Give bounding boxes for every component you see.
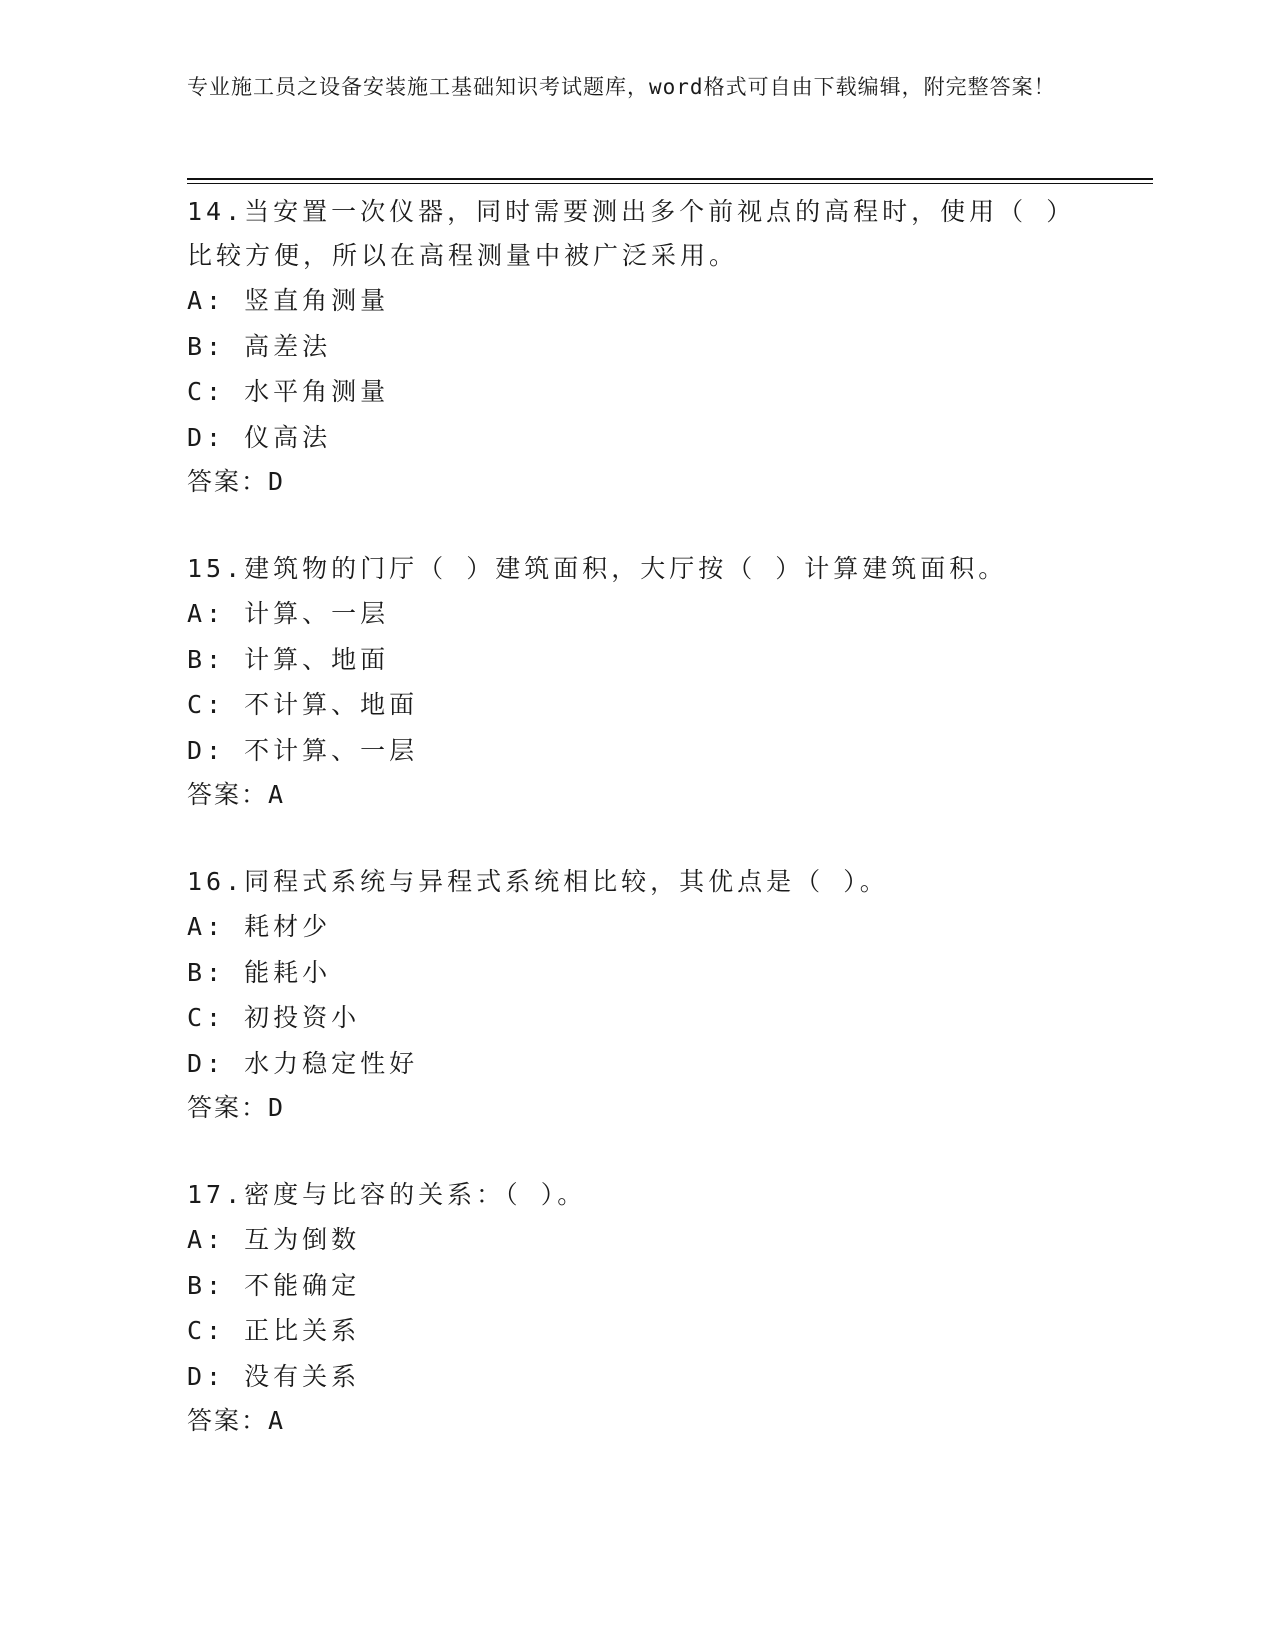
question-17 — [187, 1173, 1087, 1443]
question-list — [187, 190, 1087, 1443]
option-a: A: 计算、一层 — [187, 599, 390, 628]
option-d: D: 没有关系 — [187, 1361, 361, 1391]
option-b: B: 不能确定 — [187, 1270, 361, 1300]
question-15 — [187, 547, 1087, 817]
answer-line: 答案：D — [187, 1093, 286, 1122]
question-spacer — [187, 504, 1087, 547]
question-text: 17.密度与比容的关系：（ ）。 — [187, 1180, 587, 1209]
answer-line: 答案：D — [187, 467, 286, 496]
option-c: C: 水平角测量 — [187, 377, 390, 406]
option-d: D: 仪高法 — [187, 422, 332, 452]
option-b: B: 能耗小 — [187, 957, 332, 987]
document-header: 专业施工员之设备安装施工基础知识考试题库，word格式可自由下载编辑，附完整答案！ — [187, 75, 1056, 99]
option-c: C: 不计算、地面 — [187, 690, 419, 719]
question-text: 15.建筑物的门厅（ ）建筑面积，大厅按（ ）计算建筑面积。 — [187, 554, 1008, 583]
question-14 — [187, 190, 1087, 504]
question-text-line: 14.当安置一次仪器，同时需要测出多个前视点的高程时，使用（ ） — [187, 197, 1076, 226]
option-b: B: 计算、地面 — [187, 644, 390, 674]
question-16 — [187, 860, 1087, 1130]
question-spacer — [187, 1130, 1087, 1173]
option-c: C: 正比关系 — [187, 1316, 361, 1345]
option-b: B: 高差法 — [187, 331, 332, 361]
answer-line: 答案：A — [187, 1406, 286, 1435]
option-a: A: 竖直角测量 — [187, 286, 390, 315]
option-d: D: 水力稳定性好 — [187, 1048, 419, 1078]
answer-line: 答案：A — [187, 780, 286, 809]
option-a: A: 互为倒数 — [187, 1225, 361, 1254]
question-spacer — [187, 817, 1087, 860]
option-a: A: 耗材少 — [187, 912, 332, 941]
option-d: D: 不计算、一层 — [187, 735, 419, 765]
header-divider-thick — [187, 178, 1153, 180]
option-c: C: 初投资小 — [187, 1003, 361, 1032]
header-divider-thin — [187, 183, 1153, 184]
question-text-line: 比较方便，所以在高程测量中被广泛采用。 — [187, 241, 739, 270]
question-text: 16.同程式系统与异程式系统相比较，其优点是（ ）。 — [187, 867, 889, 896]
